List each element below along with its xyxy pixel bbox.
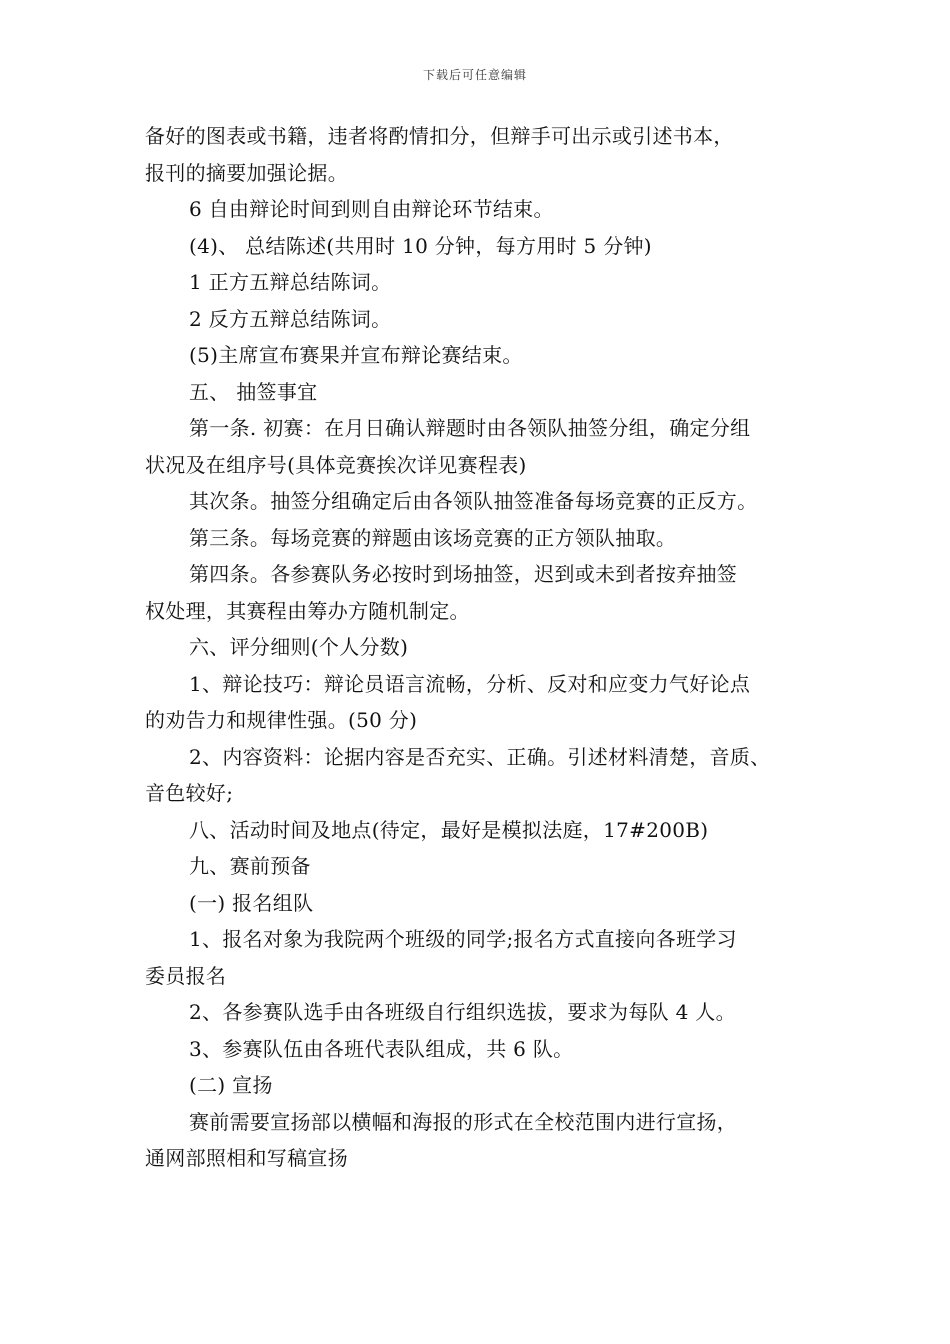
text-line: 报刊的摘要加强论据。 — [145, 160, 348, 185]
text-line: 1 正方五辩总结陈词。 — [189, 270, 392, 294]
text-line: 第四条。各参赛队务必按时到场抽签，迟到或未到者按弃抽签 — [189, 562, 738, 586]
section-heading: 六、评分细则(个人分数) — [189, 635, 409, 659]
text-line: 通网部照相和写稿宣扬 — [145, 1146, 348, 1170]
section-heading: 五、 抽签事宜 — [189, 379, 318, 404]
text-line: 其次条。抽签分组确定后由各领队抽签准备每场竞赛的正反方。 — [189, 489, 758, 513]
text-line: 音色较好; — [145, 781, 234, 805]
text-line: (4)、 总结陈述(共用时 10 分钟，每方用时 5 分钟) — [189, 233, 652, 258]
text-line: 6 自由辩论时间到则自由辩论环节结束。 — [189, 197, 554, 221]
text-line: 1、辩论技巧：辩论员语言流畅，分析、反对和应变力气好论点 — [189, 671, 751, 696]
text-line: 2 反方五辩总结陈词。 — [189, 306, 392, 331]
section-heading: 九、赛前预备 — [189, 854, 311, 878]
page-header: 下载后可任意编辑 — [422, 68, 527, 82]
document-body — [145, 118, 810, 1177]
text-line: 委员报名 — [145, 963, 227, 988]
text-line: 赛前需要宣扬部以横幅和海报的形式在全校范围内进行宣扬， — [189, 1109, 738, 1134]
text-line: 的劝告力和规律性强。(50 分) — [145, 708, 418, 732]
text-line: 状况及在组序号(具体竞赛挨次详见赛程表) — [145, 452, 527, 477]
text-line: 2、各参赛队选手由各班级自行组织选拔，要求为每队 4 人。 — [189, 1000, 736, 1024]
text-line: 第一条. 初赛：在月日确认辩题时由各领队抽签分组，确定分组 — [189, 416, 751, 440]
text-line: 1、报名对象为我院两个班级的同学;报名方式直接向各班学习 — [189, 927, 737, 951]
text-line: 权处理，其赛程由筹办方随机制定。 — [145, 598, 470, 623]
text-line: 3、参赛队伍由各班代表队组成，共 6 队。 — [189, 1036, 574, 1061]
subsection-heading: (二) 宣扬 — [189, 1073, 273, 1097]
section-heading: 八、活动时间及地点(待定，最好是模拟法庭，17#200B) — [189, 817, 709, 842]
subsection-heading: (一) 报名组队 — [189, 890, 314, 915]
text-line: 2、内容资料：论据内容是否充实、正确。引述材料清楚，音质、 — [189, 744, 771, 769]
text-line: 第三条。每场竞赛的辩题由该场竞赛的正方领队抽取。 — [189, 525, 677, 550]
text-line: 备好的图表或书籍，违者将酌情扣分，但辩手可出示或引述书本， — [145, 124, 734, 148]
text-line: (5)主席宣布赛果并宣布辩论赛结束。 — [189, 343, 523, 367]
